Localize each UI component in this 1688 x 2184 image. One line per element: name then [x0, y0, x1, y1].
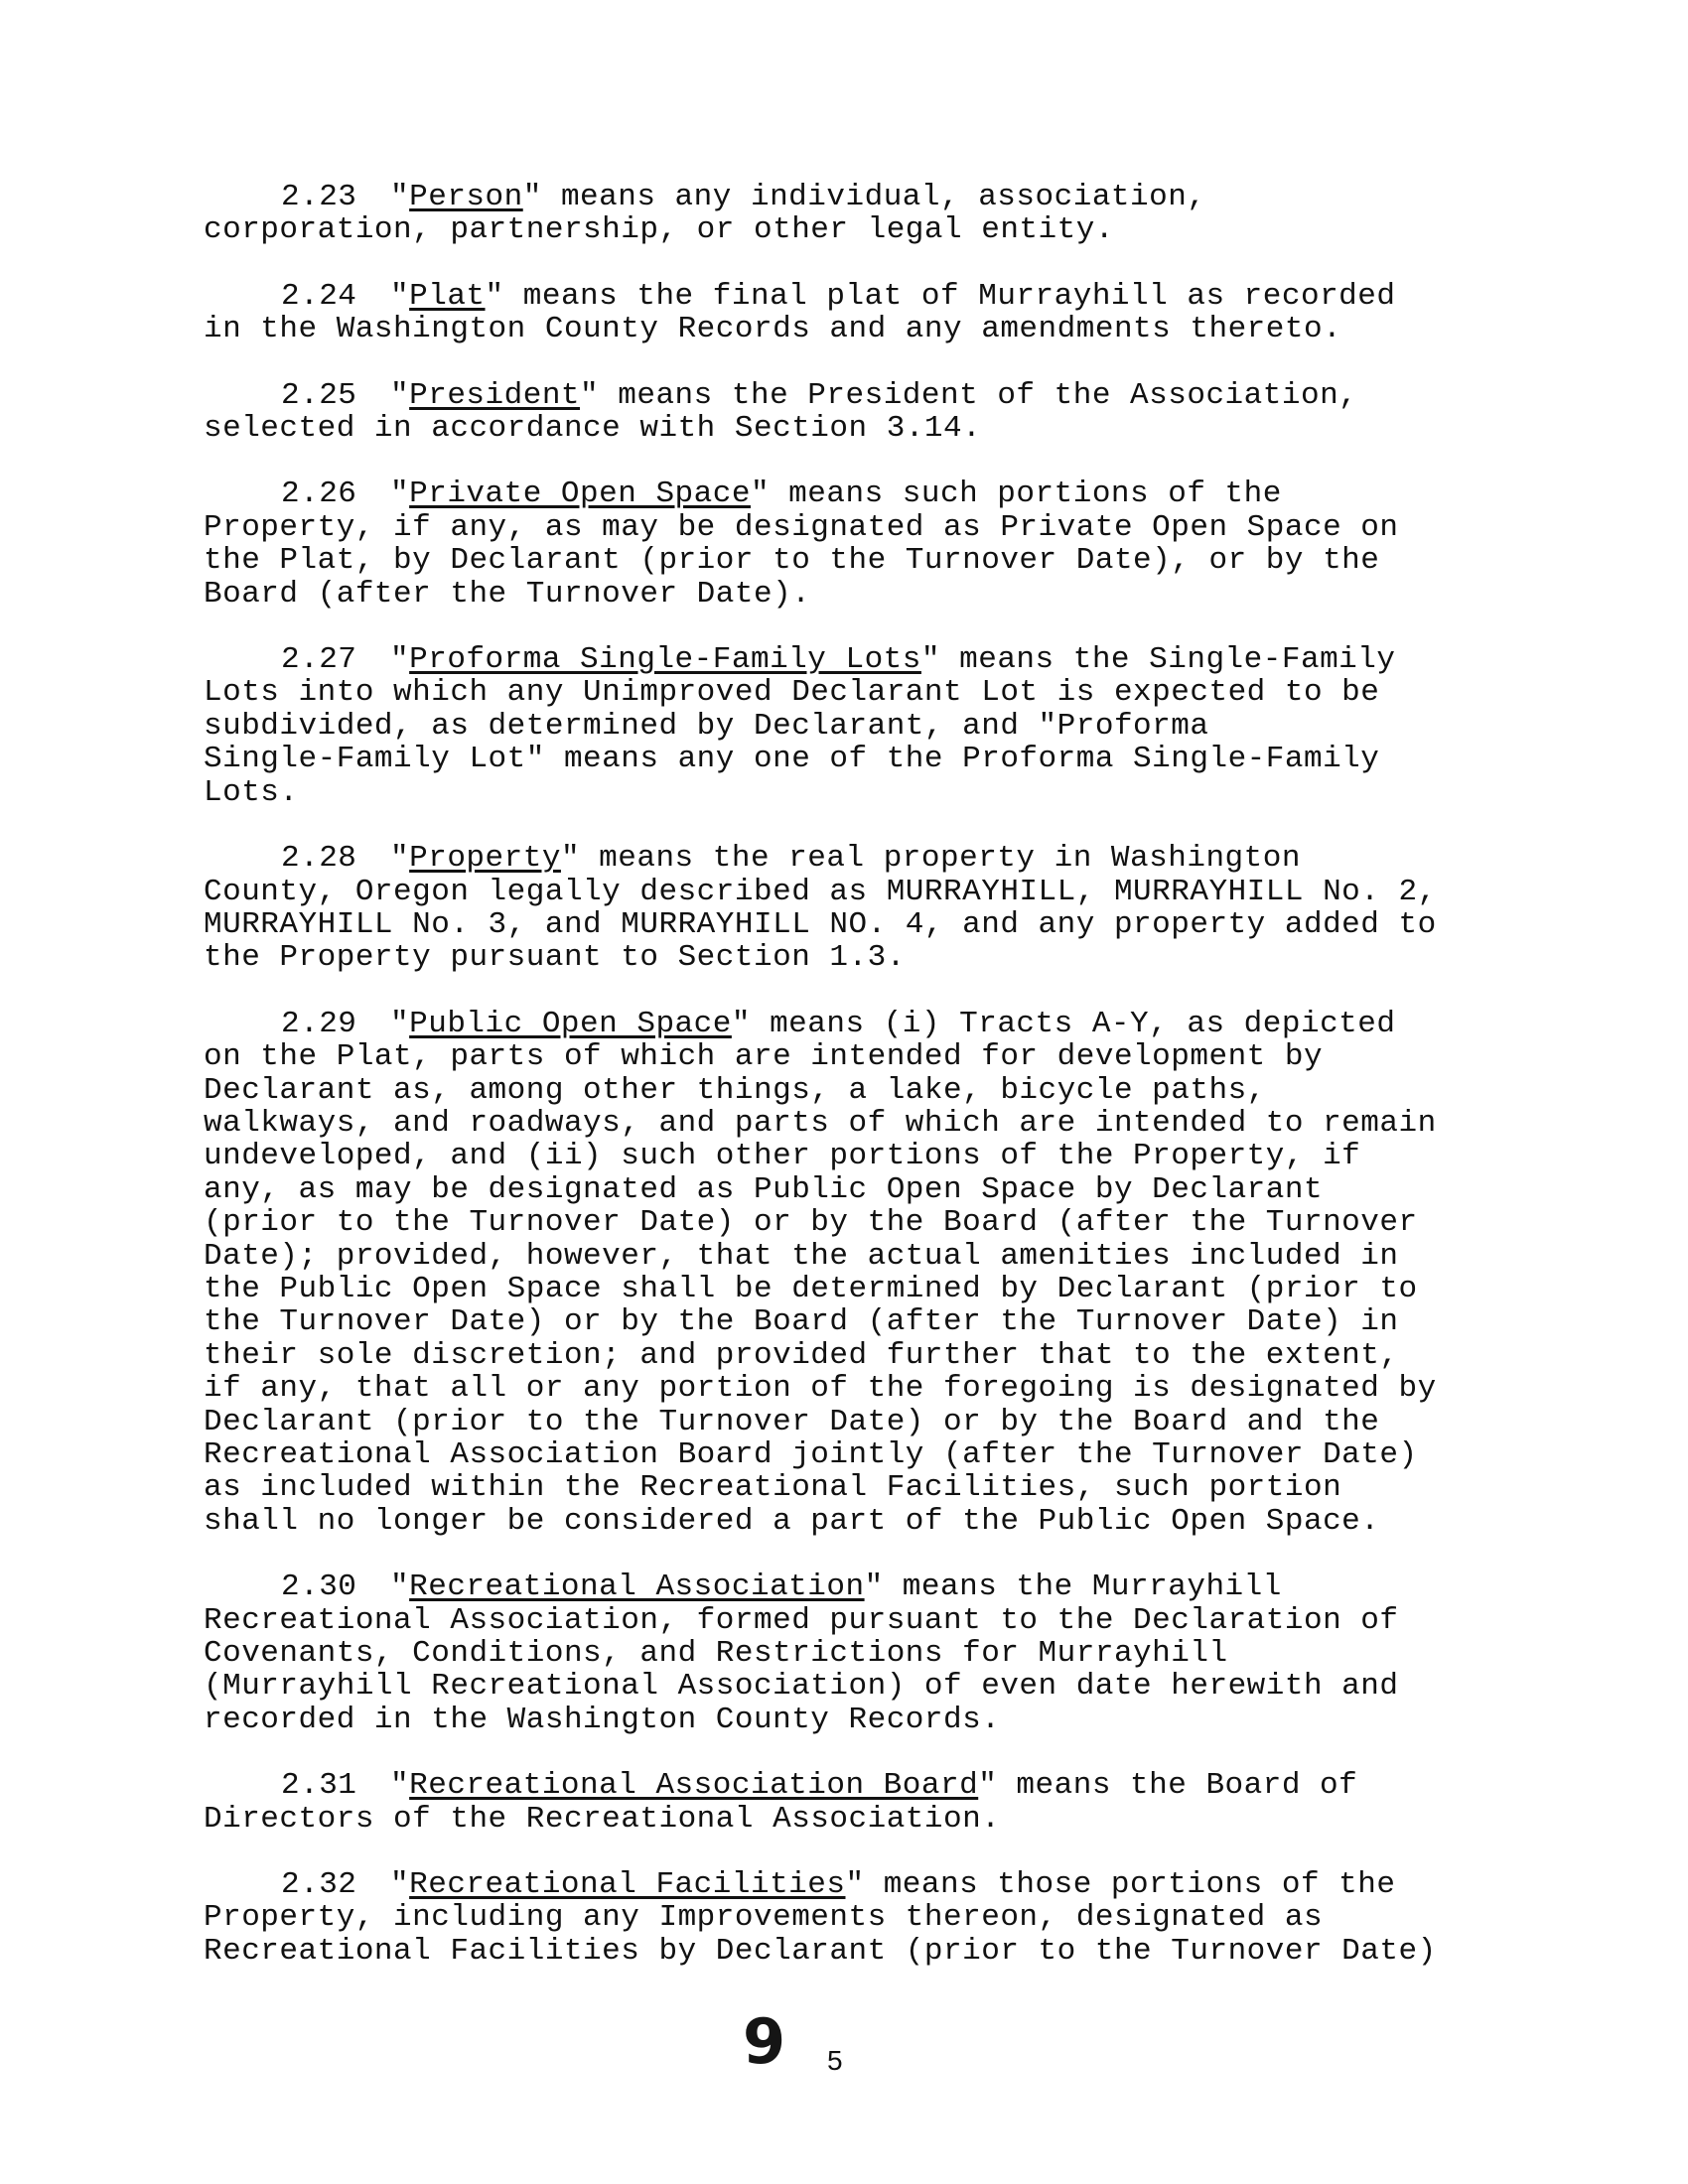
- definition-text: " means any individual, association,: [522, 180, 1206, 214]
- definition-text: " means such portions of the: [750, 477, 1282, 512]
- section-number: 2.28: [281, 841, 357, 877]
- definition-text: shall no longer be considered a part of the Public Open Space.: [204, 1503, 1380, 1539]
- defined-term: Recreational Association: [409, 1570, 865, 1605]
- definition-line: [204, 578, 1494, 611]
- definition-line: [204, 1040, 1494, 1073]
- definition-text: undeveloped, and (ii) such other portions of the Property, if: [204, 1139, 1361, 1174]
- definition-line: [204, 1074, 1494, 1107]
- definition-text: " means the Board of: [978, 1768, 1358, 1804]
- definition-text: " means the real property in Washington: [560, 841, 1301, 877]
- definition-line: [204, 743, 1494, 775]
- definition-text: " means the final plat of Murrayhill as recorded: [485, 278, 1396, 314]
- page-number: 5: [827, 2045, 843, 2076]
- definition-text: recorded in the Washington County Records.: [204, 1702, 1001, 1737]
- definition-line: [204, 280, 1494, 313]
- definition-text: the Public Open Space shall be determined by Declarant (prior to: [204, 1271, 1418, 1306]
- definition-line: [204, 676, 1494, 709]
- definition-text: " means those portions of the: [845, 1867, 1396, 1903]
- open-quote: ": [390, 642, 410, 678]
- definition-line: [204, 478, 1494, 510]
- definition-line: [204, 1107, 1494, 1140]
- definition-text: Declarant (prior to the Turnover Date) or by the Board and the: [204, 1404, 1380, 1439]
- definition-paragraph: [204, 842, 1494, 975]
- definition-line: [204, 1704, 1494, 1736]
- definition-line: [204, 1008, 1494, 1040]
- definition-line: [204, 941, 1494, 974]
- definition-line: [204, 1935, 1494, 1968]
- definition-line: [204, 710, 1494, 743]
- definition-paragraph: [204, 643, 1494, 809]
- open-quote: ": [390, 1768, 410, 1804]
- handwritten-page-mark: 9: [743, 2005, 786, 2078]
- definition-text: County, Oregon legally described as MURRAYHILL, MURRAYHILL No. 2,: [204, 874, 1437, 909]
- open-quote: ": [390, 1570, 410, 1605]
- section-number: 2.32: [281, 1867, 357, 1903]
- definition-text: (Murrayhill Recreational Association) of even date herewith and: [204, 1669, 1399, 1705]
- definition-paragraph: [204, 280, 1494, 346]
- open-quote: ": [390, 1006, 410, 1041]
- definition-line: [204, 1273, 1494, 1305]
- definition-text: the Property pursuant to Section 1.3.: [204, 940, 906, 976]
- definition-line: [204, 1305, 1494, 1338]
- defined-term: Private Open Space: [409, 477, 751, 512]
- definition-line: [204, 1570, 1494, 1603]
- defined-term: Recreational Facilities: [409, 1867, 846, 1903]
- open-quote: ": [390, 377, 410, 413]
- definition-text: " means (i) Tracts A-Y, as depicted: [731, 1006, 1396, 1041]
- definition-line: [204, 1339, 1494, 1372]
- definition-line: [204, 544, 1494, 577]
- definition-text: Single-Family Lot" means any one of the Proforma Single-Family: [204, 742, 1380, 777]
- definition-line: [204, 1240, 1494, 1273]
- open-quote: ": [390, 180, 410, 214]
- section-number: 2.31: [281, 1768, 357, 1804]
- definition-text: Lots into which any Unimproved Declarant Lot is expected to be: [204, 675, 1380, 711]
- document-page: [204, 181, 1494, 2000]
- definition-text: walkways, and roadways, and parts of which are intended to remain: [204, 1105, 1437, 1141]
- definition-line: [204, 412, 1494, 445]
- defined-term: Proforma Single-Family Lots: [409, 642, 921, 678]
- definition-line: [204, 213, 1494, 246]
- definition-text: Board (after the Turnover Date).: [204, 576, 811, 612]
- open-quote: ": [390, 477, 410, 512]
- definition-line: [204, 1206, 1494, 1239]
- definition-line: [204, 908, 1494, 941]
- definition-paragraph: [204, 1769, 1494, 1836]
- definition-text: " means the Murrayhill: [864, 1570, 1282, 1605]
- definition-line: [204, 313, 1494, 345]
- definition-text: (prior to the Turnover Date) or by the Board (after the Turnover: [204, 1205, 1418, 1241]
- section-number: 2.24: [281, 278, 357, 314]
- defined-term: Public Open Space: [409, 1006, 732, 1041]
- definition-line: [204, 1803, 1494, 1836]
- definitions-list: [204, 181, 1494, 1968]
- definition-text: Property, including any Improvements thereon, designated as: [204, 1900, 1324, 1936]
- definition-text: their sole discretion; and provided further that to the extent,: [204, 1337, 1399, 1373]
- definition-text: Date); provided, however, that the actual amenities included in: [204, 1238, 1399, 1274]
- definition-line: [204, 1406, 1494, 1438]
- definition-text: subdivided, as determined by Declarant, and "Proforma: [204, 708, 1209, 744]
- definition-line: [204, 1372, 1494, 1405]
- definition-text: Recreational Association, formed pursuant to the Declaration of: [204, 1602, 1399, 1638]
- definition-text: selected in accordance with Section 3.14.: [204, 411, 982, 447]
- section-number: 2.30: [281, 1570, 357, 1605]
- section-number: 2.27: [281, 642, 357, 678]
- definition-line: [204, 379, 1494, 412]
- definition-line: [204, 1505, 1494, 1538]
- definition-line: [204, 1173, 1494, 1206]
- open-quote: ": [390, 1867, 410, 1903]
- definition-text: in the Washington County Records and any amendments thereto.: [204, 312, 1342, 347]
- definition-text: " means the President of the Association,: [580, 377, 1358, 413]
- definition-line: [204, 643, 1494, 676]
- definition-line: [204, 181, 1494, 213]
- definition-text: Recreational Association Board jointly (after the Turnover Date): [204, 1437, 1418, 1472]
- definition-paragraph: [204, 181, 1494, 247]
- defined-term: Recreational Association Board: [409, 1768, 979, 1804]
- definition-line: [204, 1670, 1494, 1703]
- definition-line: [204, 511, 1494, 544]
- definition-paragraph: [204, 478, 1494, 611]
- defined-term: President: [409, 377, 581, 413]
- definition-text: Covenants, Conditions, and Restrictions for Murrayhill: [204, 1636, 1228, 1672]
- definition-line: [204, 1901, 1494, 1934]
- open-quote: ": [390, 278, 410, 314]
- definition-text: any, as may be designated as Public Open Space by Declarant: [204, 1171, 1324, 1207]
- definition-paragraph: [204, 1570, 1494, 1736]
- section-number: 2.25: [281, 377, 357, 413]
- definition-line: [204, 1769, 1494, 1802]
- section-number: 2.26: [281, 477, 357, 512]
- definition-line: [204, 1438, 1494, 1471]
- defined-term: Property: [409, 841, 561, 877]
- page-footer: [0, 2005, 1688, 2085]
- definition-text: Lots.: [204, 774, 299, 810]
- definition-text: Declarant as, among other things, a lake, bicycle paths,: [204, 1072, 1266, 1108]
- definition-paragraph: [204, 379, 1494, 446]
- definition-line: [204, 876, 1494, 908]
- definition-text: the Plat, by Declarant (prior to the Turnover Date), or by the: [204, 543, 1380, 579]
- definition-text: as included within the Recreational Facilities, such portion: [204, 1470, 1342, 1506]
- definition-text: Recreational Facilities by Declarant (prior to the Turnover Date): [204, 1933, 1437, 1969]
- defined-term: Plat: [409, 278, 486, 314]
- definition-text: Property, if any, as may be designated as Private Open Space on: [204, 509, 1399, 545]
- section-number: 2.23: [281, 180, 357, 214]
- definition-text: " means the Single-Family: [920, 642, 1396, 678]
- open-quote: ": [390, 841, 410, 877]
- definition-line: [204, 1637, 1494, 1670]
- definition-line: [204, 776, 1494, 809]
- definition-text: the Turnover Date) or by the Board (after the Turnover Date) in: [204, 1304, 1399, 1340]
- defined-term: Person: [409, 180, 523, 214]
- definition-text: Directors of the Recreational Association.: [204, 1801, 1001, 1837]
- definition-line: [204, 1604, 1494, 1637]
- definition-text: corporation, partnership, or other legal entity.: [204, 212, 1114, 248]
- definition-paragraph: [204, 1868, 1494, 1968]
- section-number: 2.29: [281, 1006, 357, 1041]
- definition-line: [204, 1868, 1494, 1901]
- definition-text: MURRAYHILL No. 3, and MURRAYHILL NO. 4, and any property added to: [204, 906, 1437, 942]
- definition-paragraph: [204, 1008, 1494, 1539]
- definition-line: [204, 1140, 1494, 1172]
- definition-line: [204, 1471, 1494, 1504]
- definition-text: on the Plat, parts of which are intended for development by: [204, 1039, 1324, 1075]
- definition-text: if any, that all or any portion of the foregoing is designated by: [204, 1371, 1437, 1407]
- definition-line: [204, 842, 1494, 875]
